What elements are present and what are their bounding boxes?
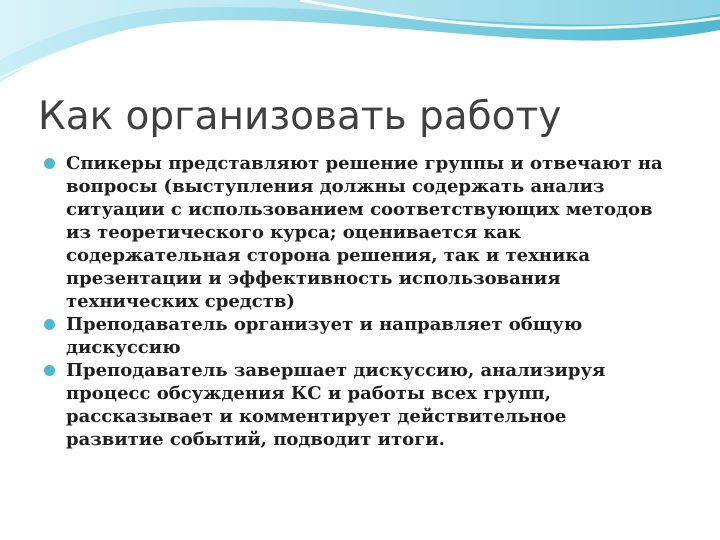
bullet-item-teacher-concludes xyxy=(44,359,664,451)
bullet-list xyxy=(44,152,664,451)
bullet-item-speakers xyxy=(44,152,664,313)
slide-title: Как организовать работу xyxy=(38,94,562,139)
bullet-text: Преподаватель завершает дискуссию, анализируя процесс обсуждения КС и работы всех групп, рассказывает и комментирует действительное развитие событий, подводит итоги. xyxy=(66,360,606,450)
bullet-text: Спикеры представляют решение группы и отвечают на вопросы (выступления должны содержать анализ ситуации с использованием соответствующих методов из теоретического курса; оценивается как содержательная сторона решения, так и техника презентации и эффективность использования технических средств) xyxy=(66,153,663,312)
bullet-text: Преподаватель организует и направляет общую дискуссию xyxy=(66,314,583,358)
round-bullet-icon xyxy=(44,365,55,376)
round-bullet-icon xyxy=(44,158,55,169)
header-wave-decoration xyxy=(0,0,720,90)
bullet-item-teacher-organizes xyxy=(44,313,664,359)
round-bullet-icon xyxy=(44,319,55,330)
